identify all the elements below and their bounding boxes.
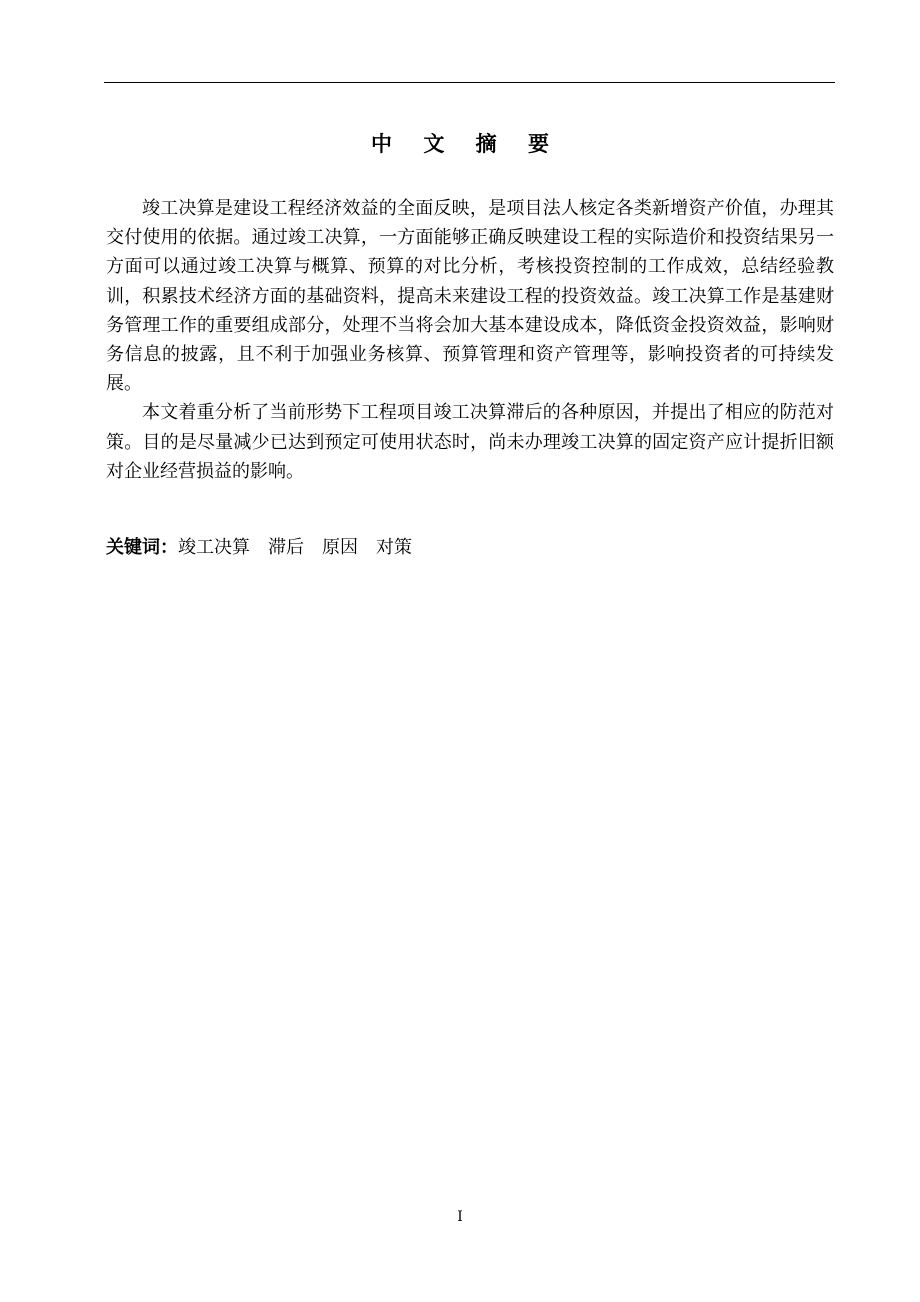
keywords-line [106,534,834,562]
keyword-item: 滞后 [268,537,304,558]
page-title: 中 文 摘 要 [371,132,561,156]
abstract-body [106,194,834,486]
keyword-item: 对策 [376,537,412,558]
abstract-paragraph-2: 本文着重分析了当前形势下工程项目竣工决算滞后的各种原因，并提出了相应的防范对策。目的是尽量减少已达到预定可使用状态时，尚未办理竣工决算的固定资产应计提折旧额对企业经营损益的影响。 [106,402,834,482]
keywords-label: 关键词： [106,537,178,558]
header-rule [104,82,835,83]
keyword-item: 原因 [322,537,358,558]
page-number: I [457,1209,463,1225]
keyword-item: 竣工决算 [178,537,250,558]
abstract-paragraph-1: 竣工决算是建设工程经济效益的全面反映，是项目法人核定各类新增资产价值，办理其交付使用的依据。通过竣工决算，一方面能够正确反映建设工程的实际造价和投资结果另一方面可以通过竣工决算与概算、预算的对比分析，考核投资控制的工作成效，总结经验教训，积累技术经济方面的基础资料，提高未来建设工程的投资效益。竣工决算工作是基建财务管理工作的重要组成部分，处理不当将会加大基本建设成本，降低资金投资效益，影响财务信息的披露，且不利于加强业务核算、预算管理和资产管理等，影响投资者的可持续发展。 [106,198,834,395]
